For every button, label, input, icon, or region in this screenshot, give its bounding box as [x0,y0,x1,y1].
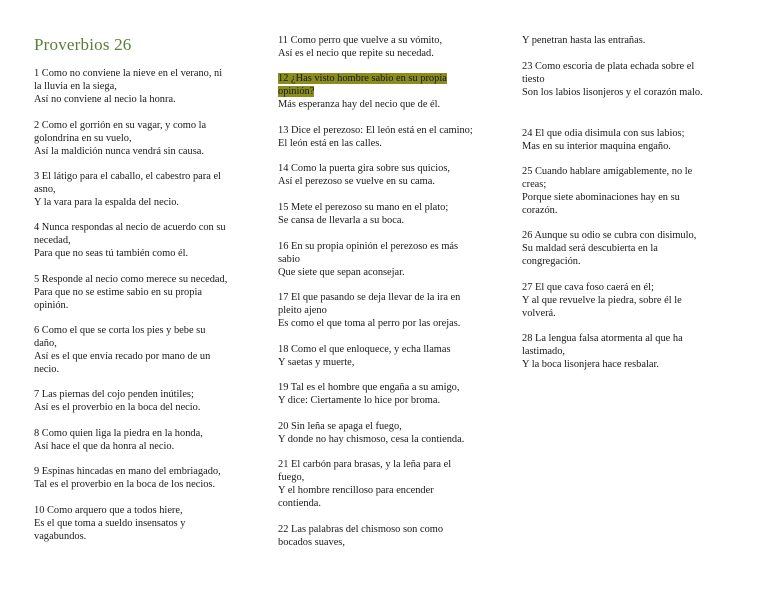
verse-line: Tal es el proverbio en la boca de los necios. [34,478,216,490]
verse-line: Así es el necio que repite su necedad. [278,47,434,59]
verse-line: Su maldad será descubierta en la [522,242,658,254]
verse-line: Es el que toma a sueldo insensatos y [34,517,186,529]
verse-line: lastimado, [522,345,565,357]
verse-line: fuego, [278,471,305,483]
verse-line: corazón. [522,204,558,216]
verse-line: 19 Tal es el hombre que engaña a su amigo, [278,382,460,393]
verse-19 [278,382,500,408]
verse-line: Así el perezoso se vuelve en su cama. [278,175,435,187]
verse-line: necio. [34,363,60,375]
verse-23 [522,61,744,100]
verse-line: contienda. [278,497,321,509]
verse-line: 9 Espinas hincadas en mano del embriagado, [34,466,221,477]
verse-line: 8 Como quien liga la piedra en la honda, [34,428,203,439]
verse-17 [278,292,500,331]
verse-line: 2 Como el gorrión en su vagar, y como la [34,120,207,131]
verse-24 [522,128,744,154]
verse-line: 27 El que cava foso caerá en él; [522,282,654,293]
verse-7 [34,389,256,415]
verse-line: creas; [522,178,547,190]
highlight-mark: 12 ¿Has visto hombre sabio en su propia [278,73,447,84]
verse-28 [522,333,744,372]
verse-line-highlighted [278,73,500,86]
verse-18 [278,344,500,370]
verse-line: tiesto [522,73,545,85]
verse-line: 16 En su propia opinión el perezoso es más [278,241,459,252]
verse-line: Que siete que sepan aconsejar. [278,266,405,278]
verse-line: Se cansa de llevarla a su boca. [278,214,405,226]
verse-line: opinión. [34,299,69,311]
verse-line: Y saetas y muerte, [278,356,355,368]
verse-line: 24 El que odia disimula con sus labios; [522,128,685,139]
verse-line: El león está en las calles. [278,137,382,149]
verse-line: 10 Como arquero que a todos hiere, [34,505,183,516]
verse-line: Y dice: Ciertamente lo hice por broma. [278,394,441,406]
verse-line: 25 Cuando hablare amigablemente, no le [522,166,693,177]
verse-line: 3 El látigo para el caballo, el cabestro para el [34,171,221,182]
verse-12 [278,73,500,112]
verse-27 [522,282,744,321]
page-title: Proverbios 26 [34,35,132,54]
verse-line: 13 Dice el perezoso: El león está en el camino; [278,125,473,136]
verse-line: Así es el que envía recado por mano de un [34,350,211,362]
verse-line: necedad, [34,234,71,246]
verse-20 [278,421,500,447]
verse-line: Y la boca lisonjera hace resbalar. [522,358,659,370]
verse-16 [278,241,500,280]
verse-line: asno, [34,183,56,195]
verse-26 [522,230,744,269]
verse-line: daño, [34,337,57,349]
verse-22 [278,524,500,550]
verse-line: Más esperanza hay del necio que de él. [278,98,441,110]
verse-5 [34,274,256,313]
verse-line: Y el hombre rencilloso para encender [278,484,434,496]
verse-line: Y donde no hay chismoso, cesa la contienda. [278,433,465,445]
verse-line: 14 Como la puerta gira sobre sus quicios, [278,163,450,174]
verse-line: Y al que revuelve la piedra, sobre él le [522,294,682,306]
verse-line: Y penetran hasta las entrañas. [522,35,646,46]
verse-6 [34,325,256,377]
verse-line: Así es el proverbio en la boca del necio. [34,401,201,413]
verse-line: golondrina en su vuelo, [34,132,132,144]
verse-line: Para que no se estime sabio en su propia [34,286,202,298]
verse-line: Así no conviene al necio la honra. [34,93,176,105]
verse-line: Así la maldición nunca vendrá sin causa. [34,145,204,157]
verse-8 [34,428,256,454]
verse-line: 26 Aunque su odio se cubra con disimulo, [522,230,697,241]
verse-line: 15 Mete el perezoso su mano en el plato; [278,202,449,213]
verse-line: 6 Como el que se corta los pies y bebe su [34,325,206,336]
verse-line: vagabundos. [34,530,87,542]
verse-line: volverá. [522,307,556,319]
verse-10 [34,505,256,544]
verse-line: 22 Las palabras del chismoso son como [278,524,444,535]
verse-15 [278,202,500,228]
verse-line: congregación. [522,255,581,267]
verse-line: sabio [278,253,300,265]
verse-13 [278,125,500,151]
verse-line: 20 Sin leña se apaga el fuego, [278,421,402,432]
verse-line: 5 Responde al necio como merece su necedad, [34,274,228,285]
verse-line: Porque siete abominaciones hay en su [522,191,680,203]
verse-line: Es como el que toma al perro por las orejas. [278,317,461,329]
verse-line: pleito ajeno [278,304,327,316]
verse-line: 21 El carbón para brasas, y la leña para el [278,459,452,470]
verse-line: 7 Las piernas del cojo penden inútiles; [34,389,194,400]
verse-line: bocados suaves, [278,536,345,548]
highlight-mark: opinión? [278,85,315,97]
verse-line: la lluvia en la siega, [34,80,117,92]
verse-9 [34,466,256,492]
verse-line-highlighted [278,86,500,99]
verse-line: 4 Nunca respondas al necio de acuerdo con su [34,222,226,233]
verse-22-continued [522,35,744,48]
verse-line: Son los labios lisonjeros y el corazón malo. [522,86,703,98]
verse-line: 17 El que pasando se deja llevar de la ira en [278,292,461,303]
verse-line: 28 La lengua falsa atormenta al que ha [522,333,683,344]
verse-line: Mas en su interior maquina engaño. [522,140,671,152]
verse-2 [34,120,256,159]
verse-line: Así hace el que da honra al necio. [34,440,175,452]
verse-line: Para que no seas tú también como él. [34,247,189,259]
verse-line: 1 Como no conviene la nieve en el verano, ni [34,68,223,79]
verse-line: 11 Como perro que vuelve a su vómito, [278,35,443,46]
verse-line: Y la vara para la espalda del necio. [34,196,180,208]
verse-1 [34,68,256,107]
verse-25 [522,166,744,218]
verse-11 [278,35,500,61]
verse-3 [34,171,256,210]
verse-4 [34,222,256,261]
verse-21 [278,459,500,511]
verse-14 [278,163,500,189]
verse-line: 18 Como el que enloquece, y echa llamas [278,344,451,355]
verse-line: 23 Como escoria de plata echada sobre el [522,61,695,72]
